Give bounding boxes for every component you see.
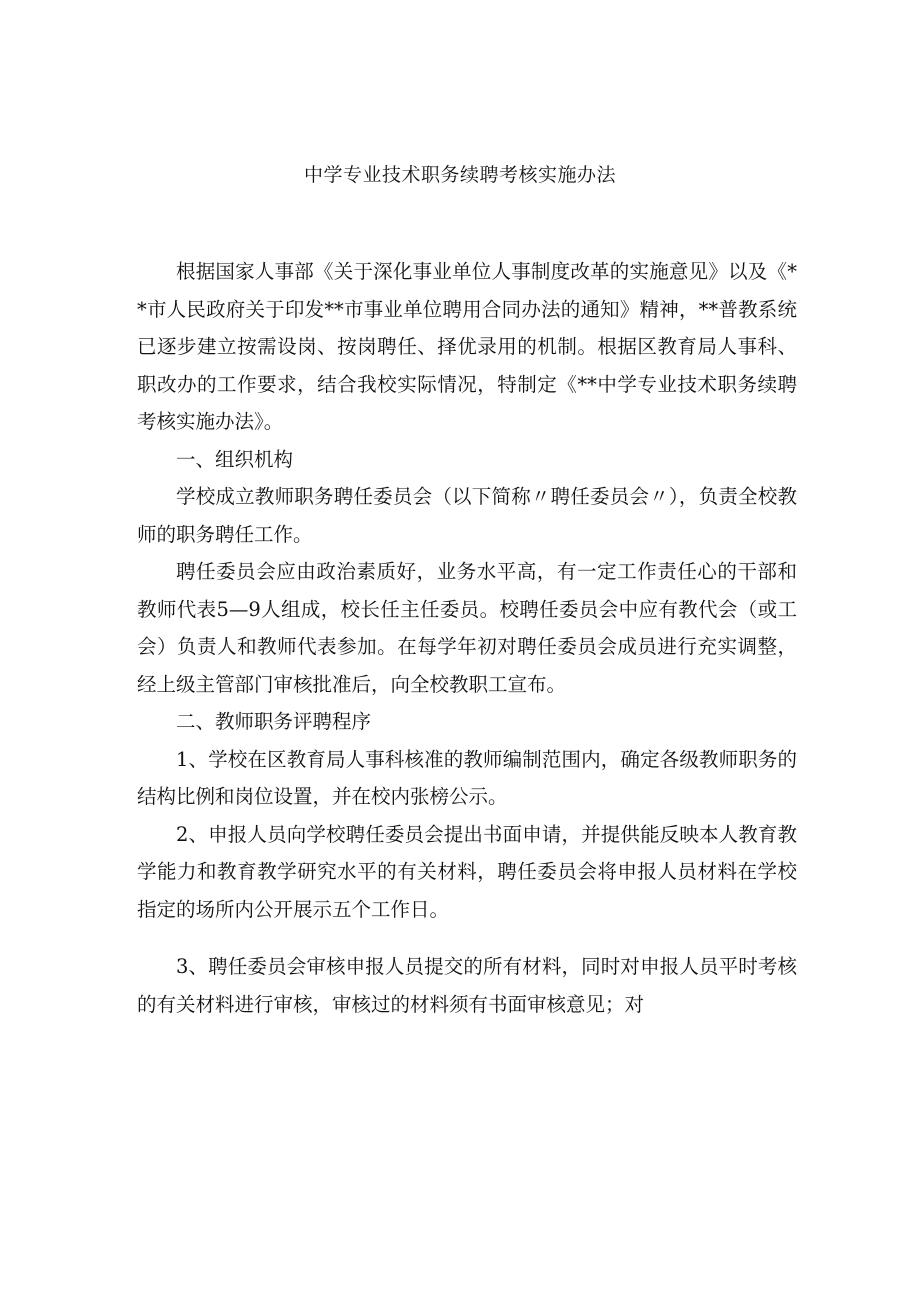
section-heading-organization: 一、组织机构 xyxy=(176,447,294,471)
intro-paragraph: 根据国家人事部《关于深化事业单位人事制度改革的实施意见》以及《**市人民政府关于印发**市事业单位聘用合同办法的通知》精神，**普教系统已逐步建立按需设岗、按岗聘任、择优录用的机制。根据区教育局人事科、职改办的工作要求，结合我校实际情况，特制定《**中学专业技术职务续聘考核实施办法》。 xyxy=(137,260,797,433)
paragraph-gap xyxy=(137,928,797,948)
document-body xyxy=(137,253,797,1023)
procedure-step-2: 2、申报人员向学校聘任委员会提出书面申请，并提供能反映本人教育教学能力和教育教学研究水平的有关材料，聘任委员会将申报人员材料在学校指定的场所内公开展示五个工作日。 xyxy=(137,822,797,921)
document-title: 中学专业技术职务续聘考核实施办法 xyxy=(303,164,616,186)
section-heading-procedure: 二、教师职务评聘程序 xyxy=(176,710,372,733)
organization-paragraph-1: 学校成立教师职务聘任委员会（以下简称〃聘任委员会〃），负责全校教师的职务聘任工作。 xyxy=(137,485,797,546)
procedure-step-1: 1、学校在区教育局人事科核准的教师编制范围内，确定各级教师职务的结构比例和岗位设置，并在校内张榜公示。 xyxy=(137,747,797,808)
procedure-step-3: 3、聘任委员会审核申报人员提交的所有材料，同时对申报人员平时考核的有关材料进行审核，审核过的材料须有书面审核意见；对 xyxy=(137,955,797,1016)
organization-paragraph-2: 聘任委员会应由政治素质好，业务水平高，有一定工作责任心的干部和教师代表5—9人组成，校长任主任委员。校聘任委员会中应有教代会（或工会）负责人和教师代表参加。在每学年初对聘任委员会成员进行充实调整，经上级主管部门审核批准后，向全校教职工宣布。 xyxy=(137,560,797,696)
